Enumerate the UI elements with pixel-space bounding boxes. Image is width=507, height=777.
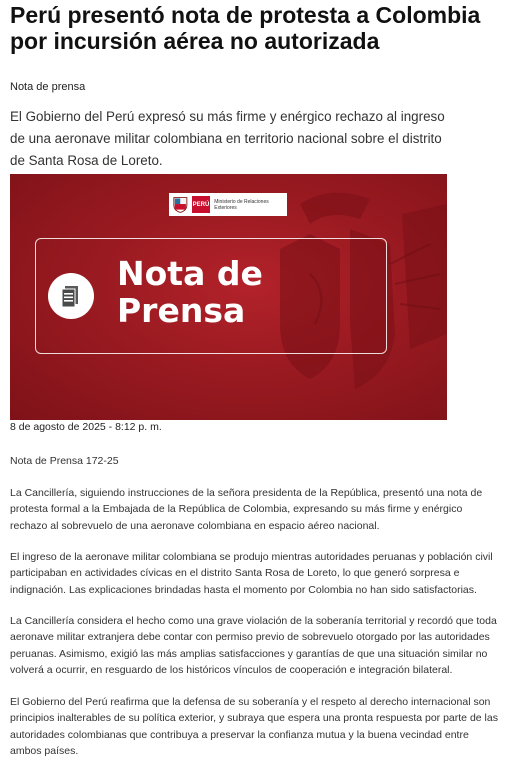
paragraph: El Gobierno del Perú reafirma que la defensa de su soberanía y el respeto al derecho internacional son principios inalterables de su política exterior, y subraya que espera una pronta respuesta por parte de las autoridades colombianas que contribuya a preservar la confianza mutua y la buena vecindad entre ambos países. (10, 696, 498, 757)
publish-date: 8 de agosto de 2025 - 8:12 p. m. (10, 421, 162, 433)
peru-badge: PERÚ (192, 196, 211, 213)
ministry-logo (169, 193, 287, 216)
paragraph: El ingreso de la aeronave militar colombiana se produjo mientras autoridades peruanas y población civil participaban en actividades cívicas en el distrito Santa Rosa de Loreto, lo que generó sorpresa e indignación. Las explicaciones brindadas hasta el momento por Colombia no han sido satisfactorias. (10, 551, 493, 596)
press-note-card (35, 238, 387, 354)
card-title: Nota de Prensa (117, 254, 263, 330)
article-category: Nota de prensa (10, 81, 86, 93)
paragraph: Nota de Prensa 172-25 (10, 455, 119, 467)
paragraph-block (10, 549, 500, 598)
paragraph-block (10, 694, 500, 759)
document-icon (48, 273, 94, 319)
paragraph-block (10, 485, 500, 534)
press-note-number (10, 453, 500, 469)
paragraph: La Cancillería considera el hecho como una grave violación de la soberanía territorial y recordó que toda aeronave militar extranjera debe contar con permiso previo de sobrevuelo otorgado por las autoridades peruanas. Asimismo, exigió las más amplias satisfacciones y garantías de que una situación similar no volverá a ocurrir, en resguardo de los históricos vínculos de cooperación e integración bilateral. (10, 615, 497, 676)
paragraph: La Cancillería, siguiendo instrucciones de la señora presidenta de la República, presentó una nota de protesta formal a la Embajada de la República de Colombia, expresando su más firme y enérgico rechazo al sobrevuelo de una aeronave colombiana en espacio aéreo nacional. (10, 487, 483, 532)
article-title: Perú presentó nota de protesta a Colombia por incursión aérea no autorizada (10, 2, 481, 54)
paragraph-block (10, 613, 500, 678)
shield-icon (172, 195, 189, 214)
article-image (10, 174, 447, 420)
article-lead: El Gobierno del Perú expresó su más firme y enérgico rechazo al ingreso de una aeronave militar colombiana en territorio nacional sobre el distrito de Santa Rosa de Loreto. (10, 109, 445, 168)
ministry-name: Ministerio de Relaciones Exteriores (214, 198, 269, 211)
